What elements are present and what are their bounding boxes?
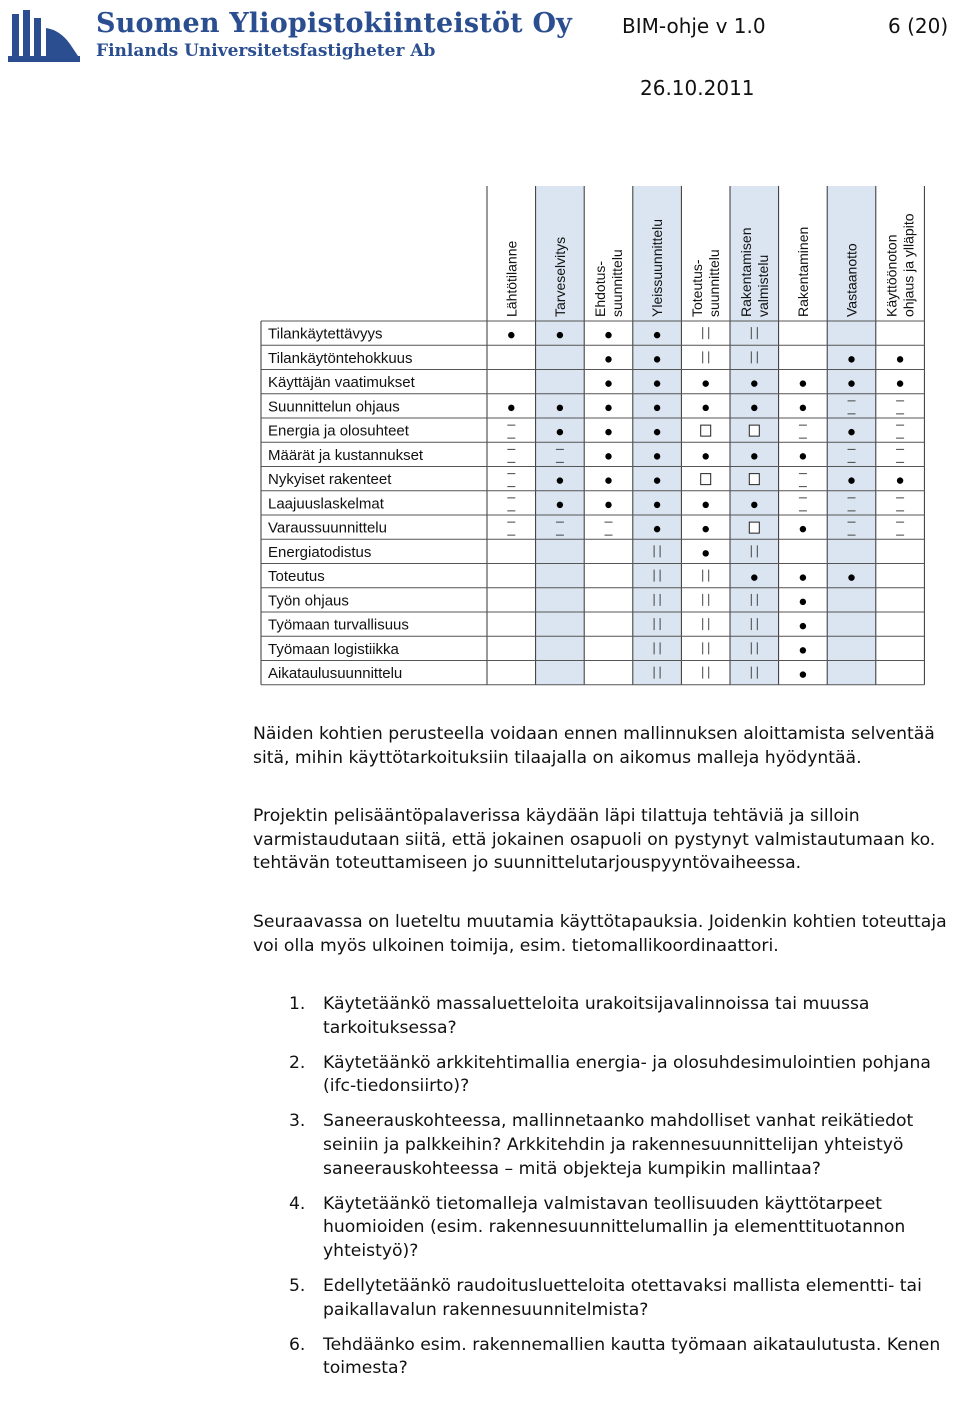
mark-used <box>654 356 660 362</box>
use-case-question-list <box>289 993 957 1392</box>
document-title: BIM-ohje v 1.0 <box>622 14 766 38</box>
mark-used <box>508 405 514 411</box>
mark-used <box>848 380 854 386</box>
row-label: Energiatodistus <box>268 543 372 561</box>
mark-used <box>703 405 709 411</box>
list-item <box>289 1193 957 1264</box>
paragraph-intro: Näiden kohtien perusteella voidaan ennen mallinnuksen aloittamista selventää sitä, mihin käyttötarkoituksiin tilaajalla on aikomus malleja hyödyntää. <box>253 724 935 768</box>
list-item-text: Käytetäänkö tietomalleja valmistavan teollisuuden käyttötarpeet huomioiden (esim. rakennesuunnittelumallin ja elementtituotannon yhteistyö)? <box>323 1193 906 1261</box>
mark-used <box>605 502 611 508</box>
phase-header-label: Toteutus- <box>689 259 706 317</box>
phase-header-label: suunnittelu <box>609 249 625 317</box>
list-item-text: Edellytetäänkö raudoitusluetteloita otettavaksi mallista elementti- tai paikallavalun rakennesuunnitelmista? <box>323 1275 922 1320</box>
mark-used <box>848 477 854 483</box>
list-item-number: 3. <box>289 1111 306 1132</box>
phase-header-label: Ehdotus- <box>592 260 608 317</box>
row-label: Aikataulusuunnittelu <box>268 665 403 683</box>
mark-used <box>751 405 757 411</box>
row-label: Toteutus <box>268 568 325 586</box>
phase-header-label: Lähtötilanne <box>503 240 520 317</box>
row-label: Tilankäytettävyys <box>268 325 383 343</box>
mark-used <box>557 502 563 508</box>
list-item-number: 1. <box>289 994 306 1014</box>
mark-used <box>800 647 806 653</box>
mark-used <box>605 405 611 411</box>
mark-partial <box>749 474 759 485</box>
mark-used <box>605 429 611 435</box>
mark-used <box>605 453 611 459</box>
mark-used <box>557 429 563 435</box>
mark-used <box>605 477 611 483</box>
mark-used <box>605 380 611 386</box>
list-item-number: 6. <box>289 1334 306 1355</box>
mark-partial <box>701 425 711 436</box>
row-label: Suunnittelun ohjaus <box>268 398 400 416</box>
row-label: Määrät ja kustannukset <box>268 446 424 464</box>
company-name-sv: Finlands Universitetsfastigheter Ab <box>96 41 436 61</box>
mark-used <box>848 574 854 580</box>
page-number: 6 (20) <box>888 14 949 38</box>
row-label: Varaussuunnittelu <box>268 519 387 537</box>
list-item <box>289 1275 957 1322</box>
list-item-text: Käytetäänkö arkkitehtimallia energia- ja olosuhdesimulointien pohjana (ifc-tiedonsiirto)? <box>323 1052 931 1097</box>
row-label: Työmaan turvallisuus <box>268 616 409 634</box>
phase-header-label: Vastaanotto <box>843 243 860 317</box>
row-label: Nykyiset rakenteet <box>268 471 392 489</box>
row-label: Käyttäjän vaatimukset <box>268 374 415 392</box>
mark-used <box>848 356 854 362</box>
mark-used <box>897 380 903 386</box>
mark-used <box>703 453 709 459</box>
phase-header-label: Yleissuunnittelu <box>649 218 666 317</box>
list-item-number: 2. <box>289 1052 306 1073</box>
mark-used <box>654 477 660 483</box>
usage-matrix-table <box>0 0 960 700</box>
mark-used <box>751 574 757 580</box>
mark-used <box>654 405 660 411</box>
mark-used <box>654 502 660 508</box>
list-item <box>289 1110 957 1181</box>
row-label: Tilankäytöntehokkuus <box>268 349 413 367</box>
mark-used <box>654 453 660 459</box>
mark-partial <box>749 425 759 436</box>
mark-used <box>800 574 806 580</box>
mark-used <box>654 332 660 338</box>
phase-header-label: Tarveselvitys <box>551 236 568 317</box>
list-item-text: Tehdäänko esim. rakennemallien kautta työmaan aikataulutusta. Kenen toimesta? <box>323 1334 941 1379</box>
mark-partial <box>749 522 759 533</box>
mark-used <box>508 332 514 338</box>
mark-used <box>800 405 806 411</box>
phase-header-label: Käyttöönoton <box>883 234 900 317</box>
phase-header-label: suunnittelu <box>706 249 723 317</box>
phase-header-label: valmistelu <box>754 254 771 317</box>
mark-used <box>800 599 806 605</box>
list-item-number: 5. <box>289 1275 306 1296</box>
mark-used <box>654 526 660 532</box>
phase-header-label: ohjaus ja ylläpito <box>900 213 917 317</box>
mark-used <box>654 429 660 435</box>
mark-used <box>800 623 806 629</box>
list-item-text: Saneerauskohteessa, mallinnetaanko mahdolliset vanhat reikätiedot seiniin ja palkkeihin? Arkkitehdin ja rakennesuunnittelijan yhteistyö saneerauskohteessa – mitä objekteja kumpikin mallintaa? <box>323 1111 914 1179</box>
mark-used <box>703 550 709 556</box>
mark-used <box>751 380 757 386</box>
phase-header-label: Rakentaminen <box>794 226 811 317</box>
mark-used <box>703 380 709 386</box>
phase-header-label: Rakentamisen <box>737 227 754 317</box>
list-item <box>289 1334 957 1381</box>
row-label: Työmaan logistiikka <box>268 640 399 658</box>
mark-used <box>703 526 709 532</box>
mark-used <box>800 671 806 677</box>
mark-used <box>800 526 806 532</box>
mark-used <box>751 453 757 459</box>
mark-used <box>557 332 563 338</box>
mark-used <box>557 405 563 411</box>
document-date: 26.10.2011 <box>640 76 755 100</box>
mark-used <box>800 453 806 459</box>
mark-used <box>605 356 611 362</box>
row-label: Laajuuslaskelmat <box>268 495 384 513</box>
mark-used <box>897 356 903 362</box>
mark-used <box>800 380 806 386</box>
company-name-fi: Suomen Yliopistokiinteistöt Oy <box>96 8 573 39</box>
paragraph-rules-meeting: Projektin pelisääntöpalaverissa käydään läpi tilattuja tehtäviä ja silloin varmistaudutaan siitä, että jokainen osapuoli on pystynyt valmistautumaan ko. tehtävän toteuttamiseen jo suunnittelutarjouspyyntövaiheessa. <box>253 806 936 874</box>
row-label: Työn ohjaus <box>268 592 349 610</box>
list-item-text: Käytetäänkö massaluetteloita urakoitsijavalinnoissa tai muussa tarkoituksessa? <box>323 994 870 1038</box>
mark-used <box>897 477 903 483</box>
mark-used <box>605 332 611 338</box>
mark-used <box>557 477 563 483</box>
mark-used <box>654 380 660 386</box>
mark-used <box>703 502 709 508</box>
mark-used <box>848 429 854 435</box>
list-item-number: 4. <box>289 1193 306 1214</box>
row-label: Energia ja olosuhteet <box>268 422 409 440</box>
paragraph-use-cases: Seuraavassa on lueteltu muutamia käyttötapauksia. Joidenkin kohtien toteuttaja voi olla myös ulkoinen toimija, esim. tietomallikoordinaattori. <box>253 912 947 956</box>
list-item <box>289 993 957 1040</box>
mark-partial <box>701 474 711 485</box>
list-item <box>289 1052 957 1099</box>
mark-used <box>751 502 757 508</box>
